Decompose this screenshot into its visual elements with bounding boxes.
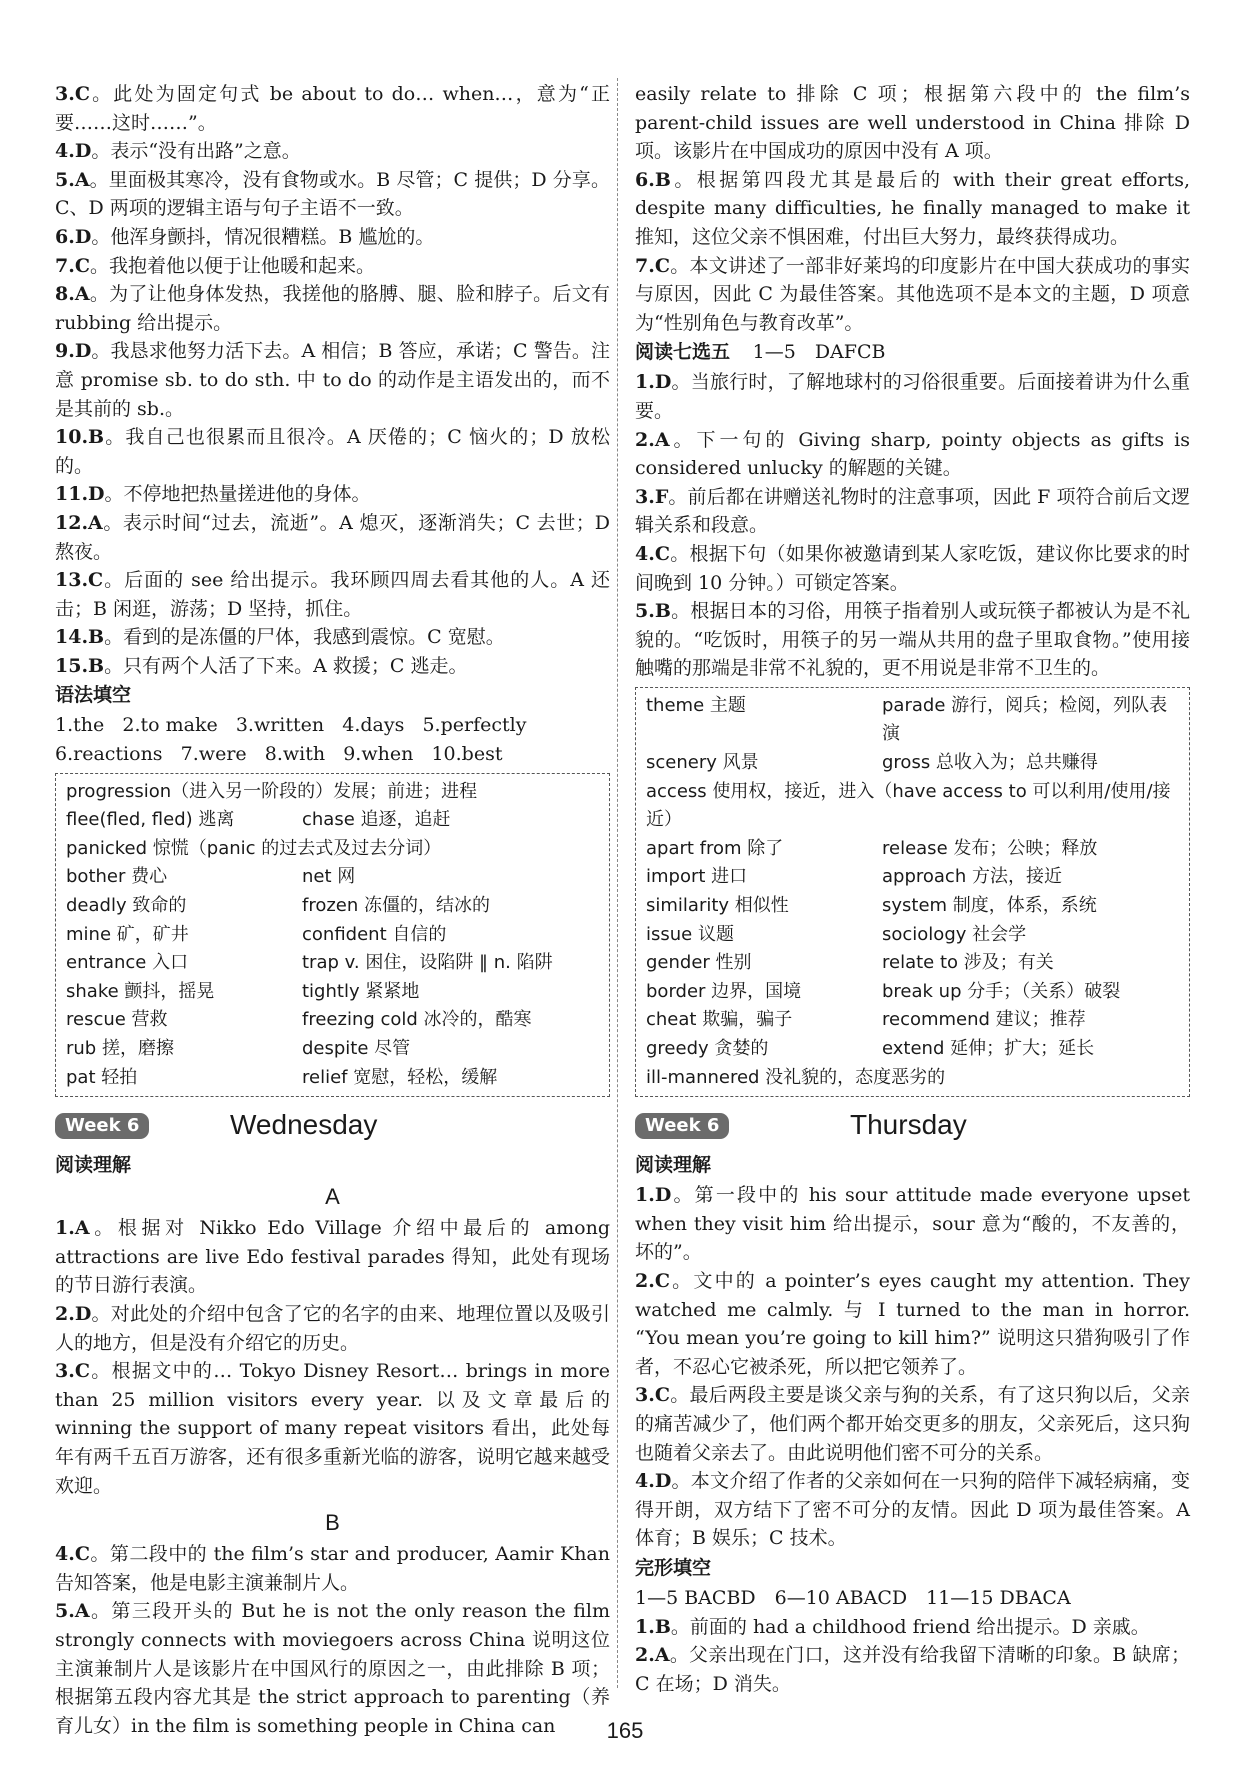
section-answers: 1—5 DAFCB: [752, 341, 886, 364]
seven-choose-five-title: [635, 338, 1190, 367]
answer-number: 11.D: [55, 483, 105, 506]
vocab-entry: issue 议题: [646, 923, 734, 945]
vocab-row: panicked 惊慌（panic 的过去式及过去分词）: [66, 837, 442, 859]
vocab-row: [66, 921, 601, 950]
answer-number: 4.D: [55, 140, 92, 163]
vocab-row: ill-mannered 没礼貌的，态度恶劣的: [646, 1066, 946, 1088]
answer-number: 3.C: [55, 1360, 90, 1383]
vocab-entry: tightly 紧紧地: [302, 980, 420, 1002]
answer-text-continued: easily relate to 排除 C 项；根据第六段中的 the film’s parent-child issues are well understood in China 排除 D 项。该影片在中国成功的原因中没有 A 项。: [635, 83, 1190, 163]
answer-explanation: 。表示时间“过去，流逝”。A 熄灭，逐渐消失；C 去世；D 熬夜。: [55, 511, 610, 563]
answer-item: [635, 1613, 1190, 1642]
vocab-entry: entrance 入口: [66, 952, 189, 974]
answer-item: [55, 480, 610, 509]
answer-explanation: 。根据下句（如果你被邀请到某人家吃饭，建议你比要求的时间晚到 10 分钟。）可锁定答案。: [635, 542, 1190, 594]
answer-number: 7.C: [635, 254, 670, 277]
vocab-entry: border 边界，国境: [646, 980, 802, 1002]
left-column: [55, 80, 610, 1740]
vocab-entry: theme 主题: [646, 694, 746, 716]
vocab-row: progression（进入另一阶段的）发展；前进；进程: [66, 780, 478, 802]
vocab-entry: freezing cold 冰冷的，酷寒: [302, 1009, 532, 1031]
answer-explanation: 。此处为固定句式 be about to do… when…，意为“正要……这时……”。: [55, 83, 610, 134]
vocab-entry: import 进口: [646, 866, 748, 888]
vocab-row: [66, 978, 601, 1007]
page-number: 165: [606, 1718, 644, 1743]
vocab-row: [646, 692, 1181, 749]
vocab-row: [66, 863, 601, 892]
answer-explanation: 。对此处的介绍中包含了它的名字的由来、地理位置以及吸引人的地方，但是没有介绍它的历史。: [55, 1302, 610, 1354]
answer-number: 14.B: [55, 626, 105, 649]
answer-number: 12.A: [55, 511, 103, 534]
answer-item: [635, 1467, 1190, 1553]
vocab-entry: approach 方法，接近: [882, 866, 1062, 888]
vocab-entry: relief 宽慰，轻松，缓解: [302, 1066, 498, 1088]
vocab-row: access 使用权，接近，进入（have access to 可以利用/使用/接近）: [646, 780, 1171, 831]
vocab-row: [646, 835, 1181, 864]
vocab-entry: system 制度，体系，系统: [882, 895, 1097, 917]
answer-item: [55, 137, 610, 166]
answer-number: 3.F: [635, 485, 669, 508]
vocab-row: [646, 749, 1181, 778]
vocab-row: [646, 1006, 1181, 1035]
vocab-entry: sociology 社会学: [882, 923, 1027, 945]
vocab-entry: gross 总收入为；总共赚得: [882, 752, 1098, 774]
answer-number: 5.B: [635, 600, 671, 623]
answer-explanation: 。他浑身颤抖，情况很糟糕。B 尴尬的。: [91, 225, 435, 248]
vocab-entry: relate to 涉及；有关: [882, 952, 1054, 974]
answer-item: [55, 1300, 610, 1357]
vocab-entry: parade 游行，阅兵；检阅，列队表演: [882, 694, 1168, 745]
week-header: [55, 1105, 610, 1149]
answer-number: 3.C: [635, 1384, 670, 1407]
vocab-row: [646, 892, 1181, 921]
answer-explanation: 。第一段中的 his sour attitude made everyone upset when they visit him 给出提示，sour 意为“酸的，不友善的，坏的”。: [635, 1184, 1190, 1264]
vocab-entry: shake 颤抖，摇晃: [66, 980, 215, 1002]
week-header: [635, 1105, 1190, 1149]
answer-item: [55, 623, 610, 652]
passage-a-answers: [55, 1214, 610, 1500]
answer-explanation: 。只有两个人活了下来。A 救援；C 逃走。: [104, 654, 468, 677]
answer-item: [55, 1214, 610, 1300]
answer-explanation: 。看到的是冻僵的尸体，我感到震惊。C 宽慰。: [104, 626, 505, 649]
vocab-row: [646, 1035, 1181, 1064]
vocab-row: [646, 949, 1181, 978]
vocab-row: [646, 863, 1181, 892]
vocab-entry: apart from 除了: [646, 837, 784, 859]
reading-answers: [635, 1181, 1190, 1553]
cloze-answers: [635, 1613, 1190, 1699]
cloze-answers-continued: [55, 80, 610, 680]
answer-explanation: 。里面极其寒冷，没有食物或水。B 尽管；C 提供；D 分享。C、D 两项的逻辑主语与句子主语不一致。: [55, 168, 610, 220]
vocab-entry: greedy 贪婪的: [646, 1038, 769, 1059]
answer-number: 6.B: [635, 168, 671, 191]
answer-number: 2.D: [55, 1302, 92, 1325]
vocab-entry: mine 矿，矿井: [66, 923, 189, 945]
answer-number: 1.D: [635, 371, 672, 394]
answer-number: 5.A: [55, 1600, 90, 1623]
answer-item: [635, 368, 1190, 425]
week-tag: Week 6: [635, 1113, 729, 1139]
answer-item: [55, 80, 610, 137]
vocab-entry: chase 追逐，追赶: [302, 809, 451, 831]
answer-explanation: 。根据对 Nikko Edo Village 介绍中最后的 among attractions are live Edo festival parades 得知，此处有现场的节日游行表演。: [55, 1217, 610, 1297]
weekday-title: Thursday: [850, 1109, 967, 1141]
answer-explanation: 。本文讲述了一部非好莱坞的印度影片在中国大获成功的事实与原因，因此 C 为最佳答案。其他选项不是本文的主题，D 项意为“性别角色与教育改革”。: [635, 254, 1190, 334]
answer-number: 9.D: [55, 340, 92, 363]
answer-item: [55, 509, 610, 566]
answer-number: 1.A: [55, 1217, 90, 1240]
seven-choose-five-answers: [635, 368, 1190, 683]
answer-explanation: 。前面的 had a childhood friend 给出提示。D 亲戚。: [670, 1615, 1150, 1638]
vocab-entry: scenery 风景: [646, 752, 759, 774]
answer-explanation: 。最后两段主要是谈父亲与狗的关系，有了这只狗以后，父亲的痛苦减少了，他们两个都开始交更多的朋友，父亲死后，这只狗也随着父亲去了。由此说明他们密不可分的关系。: [635, 1384, 1190, 1464]
vocab-entry: cheat 欺骗，骗子: [646, 1009, 793, 1031]
vocab-entry: similarity 相似性: [646, 895, 789, 917]
week-tag: Week 6: [55, 1113, 149, 1139]
vocab-row: [646, 921, 1181, 950]
answer-explanation: 。父亲出现在门口，这并没有给我留下清晰的印象。B 缺席；C 在场；D 消失。: [635, 1644, 1190, 1695]
section-title: 阅读七选五: [635, 341, 731, 364]
answer-explanation: 。根据日本的习俗，用筷子指着别人或玩筷子都被认为是不礼貌的。“吃饭时，用筷子的另一端从共用的盘子里取食物。”使用接触嘴的那端是非常不礼貌的，更不用说是非常不卫生的。: [635, 600, 1190, 680]
vocab-entry: confident 自信的: [302, 923, 447, 945]
vocab-entry: release 发布；公映；释放: [882, 837, 1098, 859]
grammar-section-title: 语法填空: [55, 684, 132, 707]
passage-label: A: [325, 1184, 340, 1210]
vocab-entry: deadly 致命的: [66, 895, 187, 917]
answer-number: 2.A: [635, 428, 670, 451]
answer-item: [55, 223, 610, 252]
answer-explanation: 。我抱着他以便于让他暖和起来。: [89, 254, 375, 277]
answer-item: [635, 1381, 1190, 1467]
vocab-row: [66, 1006, 601, 1035]
answer-item: [635, 483, 1190, 540]
vocab-entry: bother 费心: [66, 866, 168, 888]
answer-explanation: 。表示“没有出路”之意。: [91, 140, 301, 163]
answer-item: [55, 252, 610, 281]
answer-item: [55, 166, 610, 223]
answer-number: 1.D: [635, 1184, 672, 1207]
cloze-section-title: 完形填空: [635, 1556, 712, 1579]
answer-explanation: 。后面的 see 给出提示。我环顾四周去看其他的人。A 还击；B 闲逛，游荡；D 坚持，抓住。: [55, 569, 610, 620]
vocab-entry: trap v. 困住，设陷阱 ‖ n. 陷阱: [302, 952, 553, 974]
reading-section-title: 阅读理解: [55, 1154, 132, 1177]
answer-number: 3.C: [55, 83, 90, 105]
grammar-answers-line-2: 6.reactions 7.were 8.with 9.when 10.best: [55, 743, 503, 766]
answer-item: [55, 652, 610, 681]
answer-explanation: 。文中的 a pointer’s eyes caught my attention. They watched me calmly. 与 I turned to the man in horror. “You mean you’re going to kill him?” 说明这只猎狗吸引了作者，不忍心它被杀死，所以把它领养了。: [635, 1269, 1190, 1378]
answer-item: [635, 426, 1190, 483]
answer-item: [635, 597, 1190, 683]
vocab-entry: rub 搓，磨擦: [66, 1038, 174, 1059]
weekday-title: Wednesday: [230, 1109, 378, 1141]
vocab-row: [66, 806, 601, 835]
answer-explanation: 。本文介绍了作者的父亲如何在一只狗的陪伴下减轻病痛，变得开朗，双方结下了密不可分的友情。因此 D 项为最佳答案。A 体育；B 娱乐；C 技术。: [635, 1470, 1190, 1550]
vocab-entry: break up 分手；（关系）破裂: [882, 980, 1121, 1002]
answer-item: [635, 166, 1190, 252]
answer-explanation: 。不停地把热量搓进他的身体。: [104, 483, 371, 506]
vocab-entry: despite 尽管: [302, 1038, 411, 1059]
vocab-entry: gender 性别: [646, 952, 752, 974]
answer-number: 10.B: [55, 426, 105, 449]
vocab-entry: flee(fled, fled) 逃离: [66, 809, 235, 831]
vocab-row: [66, 1064, 601, 1093]
vocab-row: [66, 1035, 601, 1064]
answer-number: 1.B: [635, 1615, 671, 1638]
answer-explanation: 。第二段中的 the film’s star and producer, Aamir Khan 告知答案，他是电影主演兼制片人。: [55, 1543, 610, 1594]
answer-item: [55, 1357, 610, 1500]
vocabulary-box: [635, 687, 1190, 1097]
answer-item: [635, 1267, 1190, 1381]
grammar-answers-line-1: 1.the 2.to make 3.written 4.days 5.perfectly: [55, 714, 527, 737]
passage-label: B: [325, 1510, 340, 1536]
answer-number: 4.D: [635, 1470, 672, 1493]
answer-item: [55, 1540, 610, 1597]
passage-b-answers: [55, 1540, 610, 1740]
answer-explanation: 。为了让他身体发热，我搓他的胳膊、腿、脸和脖子。后文有 rubbing 给出提示。: [55, 283, 610, 334]
vocabulary-box: [55, 773, 610, 1098]
cloze-answer-line: 1—5 BACBD 6—10 ABACD 11—15 DBACA: [635, 1586, 1071, 1609]
vocab-row: [66, 892, 601, 921]
answer-explanation: 。前后都在讲赠送礼物时的注意事项，因此 F 项符合前后文逻辑关系和段意。: [635, 485, 1190, 537]
answer-number: 5.A: [55, 168, 90, 191]
vocab-entry: extend 延伸；扩大；延长: [882, 1038, 1095, 1059]
answer-item: [55, 337, 610, 423]
answer-explanation: 。根据文中的… Tokyo Disney Resort… brings in more than 25 million visitors every year. 以及文章最后的 winning the support of many repeat visitors 看出，此处每年有两千五百万游客，还有很多重新光临的游客，说明它越来越受欢迎。: [55, 1360, 610, 1497]
answer-item: [635, 252, 1190, 338]
vocab-entry: pat 轻拍: [66, 1066, 138, 1088]
answer-item: [55, 423, 610, 480]
answer-item: [635, 1181, 1190, 1267]
vocab-entry: net 网: [302, 866, 356, 888]
vocab-row: [646, 978, 1181, 1007]
answer-explanation: 。当旅行时，了解地球村的习俗很重要。后面接着讲为什么重要。: [635, 371, 1190, 422]
answer-item: [635, 1641, 1190, 1698]
answer-number: 7.C: [55, 254, 90, 277]
vocab-row: [66, 949, 601, 978]
answer-number: 8.A: [55, 283, 90, 306]
answer-number: 2.A: [635, 1644, 670, 1667]
vocab-entry: recommend 建议；推荐: [882, 1009, 1086, 1031]
answer-explanation: 。第三段开头的 But he is not the only reason the film strongly connects with moviegoers across China 说明这位主演兼制片人是该影片在中国风行的原因之一，由此排除 B 项；根据第五段内容尤其是 the strict approach to parenting（养育儿女）in the film is something people in China can: [55, 1600, 610, 1737]
answer-explanation: 。我自己也很累而且很冷。A 厌倦的；C 恼火的；D 放松的。: [55, 426, 610, 477]
answer-number: 13.C: [55, 569, 104, 592]
right-column: [635, 80, 1190, 1698]
passage-answers: [635, 166, 1190, 338]
vocab-entry: frozen 冻僵的，结冰的: [302, 895, 491, 917]
column-divider: [617, 78, 618, 1688]
answer-item: [635, 540, 1190, 597]
answer-item: [55, 566, 610, 623]
answer-number: 15.B: [55, 654, 105, 677]
vocab-entry: rescue 营救: [66, 1009, 168, 1031]
reading-section-title: 阅读理解: [635, 1154, 712, 1177]
answer-explanation: 。下一句的 Giving sharp, pointy objects as gifts is considered unlucky 的解题的关键。: [635, 428, 1190, 480]
answer-number: 2.C: [635, 1269, 670, 1292]
answer-number: 4.C: [635, 542, 670, 565]
answer-item: [55, 280, 610, 337]
answer-number: 6.D: [55, 225, 92, 248]
answer-explanation: 。根据第四段尤其是最后的 with their great efforts, despite many difficulties, he finally managed to make it 推知，这位父亲不惧困难，付出巨大努力，最终获得成功。: [635, 168, 1190, 248]
answer-explanation: 。我恳求他努力活下去。A 相信；B 答应，承诺；C 警告。注意 promise sb. to do sth. 中 to do 的动作是主语发出的，而不是其前的 sb.。: [55, 340, 610, 420]
answer-number: 4.C: [55, 1543, 90, 1566]
